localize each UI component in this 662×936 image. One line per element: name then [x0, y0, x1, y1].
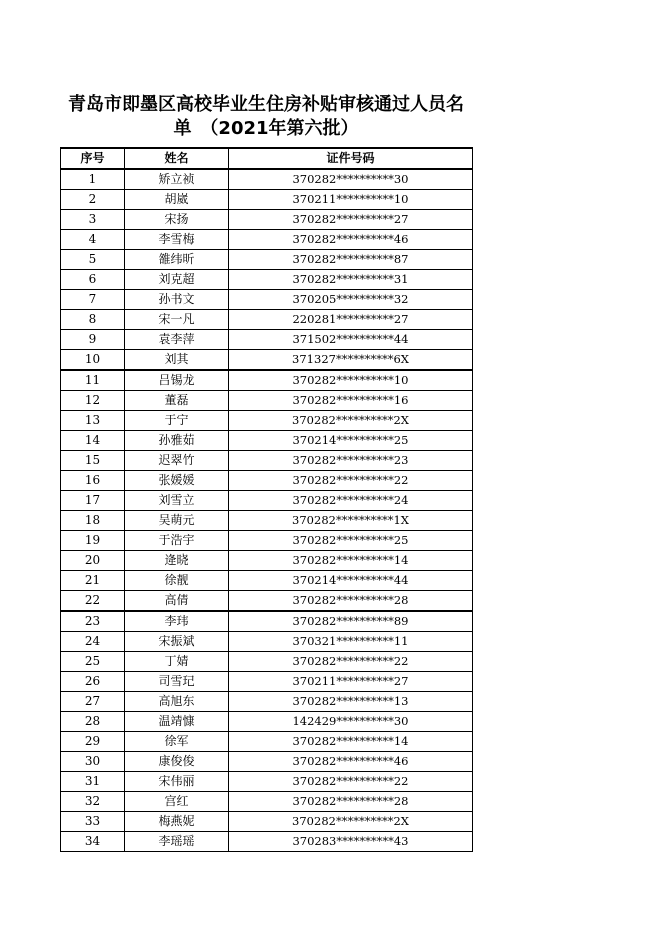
row-seq: 6 [61, 270, 125, 290]
row-name: 迟翠竹 [125, 451, 229, 471]
row-name: 温靖慷 [125, 712, 229, 732]
row-id: 370282**********22 [229, 772, 473, 792]
table-row [61, 611, 473, 632]
table-row [61, 350, 473, 371]
table-row [61, 169, 473, 190]
table-row [61, 571, 473, 591]
table-row [61, 451, 473, 471]
row-name: 高倩 [125, 591, 229, 612]
row-id: 370282**********46 [229, 752, 473, 772]
table-row [61, 511, 473, 531]
row-name: 刘其 [125, 350, 229, 371]
row-id: 370282**********14 [229, 551, 473, 571]
row-name: 宋伟丽 [125, 772, 229, 792]
row-id: 370282**********16 [229, 391, 473, 411]
row-seq: 17 [61, 491, 125, 511]
row-id: 142429**********30 [229, 712, 473, 732]
row-seq: 4 [61, 230, 125, 250]
row-id: 370282**********46 [229, 230, 473, 250]
table-row [61, 732, 473, 752]
row-seq: 11 [61, 370, 125, 391]
row-id: 370214**********44 [229, 571, 473, 591]
row-name: 丁婧 [125, 652, 229, 672]
row-name: 宫红 [125, 792, 229, 812]
row-id: 220281**********27 [229, 310, 473, 330]
row-id: 370282**********28 [229, 792, 473, 812]
row-name: 刘克超 [125, 270, 229, 290]
row-seq: 32 [61, 792, 125, 812]
header-id: 证件号码 [229, 148, 473, 169]
row-seq: 24 [61, 632, 125, 652]
row-id: 370282**********87 [229, 250, 473, 270]
table-row [61, 672, 473, 692]
row-seq: 28 [61, 712, 125, 732]
table-row [61, 812, 473, 832]
row-name: 李雪梅 [125, 230, 229, 250]
row-id: 370321**********11 [229, 632, 473, 652]
table-row [61, 712, 473, 732]
row-name: 高旭东 [125, 692, 229, 712]
row-name: 徐军 [125, 732, 229, 752]
row-name: 梅燕妮 [125, 812, 229, 832]
row-seq: 26 [61, 672, 125, 692]
row-id: 370282**********22 [229, 652, 473, 672]
header-name: 姓名 [125, 148, 229, 169]
table-row [61, 471, 473, 491]
row-name: 李瑶瑶 [125, 832, 229, 852]
table-row [61, 250, 473, 270]
row-seq: 23 [61, 611, 125, 632]
table-row [61, 591, 473, 612]
row-id: 370282**********2X [229, 411, 473, 431]
row-seq: 2 [61, 190, 125, 210]
table-row [61, 652, 473, 672]
row-id: 370211**********10 [229, 190, 473, 210]
row-id: 370214**********25 [229, 431, 473, 451]
row-seq: 29 [61, 732, 125, 752]
row-name: 康俊俊 [125, 752, 229, 772]
row-name: 李玮 [125, 611, 229, 632]
table-row [61, 551, 473, 571]
row-name: 逄晓 [125, 551, 229, 571]
row-name: 吴萌元 [125, 511, 229, 531]
row-seq: 3 [61, 210, 125, 230]
row-seq: 22 [61, 591, 125, 612]
row-seq: 1 [61, 169, 125, 190]
table-row [61, 391, 473, 411]
row-id: 371327**********6X [229, 350, 473, 371]
row-seq: 20 [61, 551, 125, 571]
table-row [61, 491, 473, 511]
table-row [61, 752, 473, 772]
table-body [61, 169, 473, 852]
row-name: 孙书文 [125, 290, 229, 310]
row-id: 370211**********27 [229, 672, 473, 692]
table-row [61, 210, 473, 230]
row-name: 吕锡龙 [125, 370, 229, 391]
table-row [61, 310, 473, 330]
row-name: 于浩宇 [125, 531, 229, 551]
row-id: 370282**********13 [229, 692, 473, 712]
row-id: 370282**********22 [229, 471, 473, 491]
row-id: 370282**********24 [229, 491, 473, 511]
row-id: 370282**********25 [229, 531, 473, 551]
row-id: 371502**********44 [229, 330, 473, 350]
row-name: 袁李萍 [125, 330, 229, 350]
row-name: 孙雅茹 [125, 431, 229, 451]
table-header-row [61, 148, 473, 169]
row-id: 370282**********10 [229, 370, 473, 391]
table-row [61, 772, 473, 792]
row-seq: 30 [61, 752, 125, 772]
row-id: 370282**********31 [229, 270, 473, 290]
title-line-1: 青岛市即墨区高校毕业生住房补贴审核通过人员名 [68, 94, 464, 115]
table-row [61, 692, 473, 712]
row-name: 宋振斌 [125, 632, 229, 652]
row-id: 370282**********14 [229, 732, 473, 752]
table-row [61, 230, 473, 250]
row-id: 370282**********89 [229, 611, 473, 632]
row-seq: 34 [61, 832, 125, 852]
row-name: 宋一凡 [125, 310, 229, 330]
row-id: 370282**********2X [229, 812, 473, 832]
row-name: 司雪玘 [125, 672, 229, 692]
row-name: 宋扬 [125, 210, 229, 230]
row-id: 370282**********23 [229, 451, 473, 471]
table-row [61, 792, 473, 812]
row-id: 370282**********1X [229, 511, 473, 531]
row-id: 370283**********43 [229, 832, 473, 852]
table-row [61, 370, 473, 391]
table-row [61, 411, 473, 431]
row-seq: 19 [61, 531, 125, 551]
page-title [60, 93, 472, 141]
row-seq: 21 [61, 571, 125, 591]
row-id: 370282**********30 [229, 169, 473, 190]
row-seq: 7 [61, 290, 125, 310]
row-seq: 12 [61, 391, 125, 411]
row-seq: 9 [61, 330, 125, 350]
row-name: 徐靓 [125, 571, 229, 591]
row-seq: 25 [61, 652, 125, 672]
row-name: 张媛媛 [125, 471, 229, 491]
title-line-2: 单 （2021年第六批） [173, 118, 359, 139]
table-row [61, 290, 473, 310]
row-name: 雒纬昕 [125, 250, 229, 270]
row-id: 370282**********27 [229, 210, 473, 230]
row-name: 于宁 [125, 411, 229, 431]
row-id: 370282**********28 [229, 591, 473, 612]
row-seq: 15 [61, 451, 125, 471]
row-seq: 5 [61, 250, 125, 270]
row-seq: 8 [61, 310, 125, 330]
row-seq: 10 [61, 350, 125, 371]
row-name: 董磊 [125, 391, 229, 411]
row-name: 刘雪立 [125, 491, 229, 511]
row-seq: 27 [61, 692, 125, 712]
table-row [61, 431, 473, 451]
table-row [61, 330, 473, 350]
row-seq: 16 [61, 471, 125, 491]
table-row [61, 270, 473, 290]
subsidy-table [60, 147, 473, 852]
table-row [61, 632, 473, 652]
table-row [61, 190, 473, 210]
row-seq: 31 [61, 772, 125, 792]
table-row [61, 832, 473, 852]
row-seq: 33 [61, 812, 125, 832]
table-row [61, 531, 473, 551]
row-name: 矫立祯 [125, 169, 229, 190]
row-seq: 13 [61, 411, 125, 431]
row-name: 胡崴 [125, 190, 229, 210]
row-seq: 18 [61, 511, 125, 531]
row-id: 370205**********32 [229, 290, 473, 310]
row-seq: 14 [61, 431, 125, 451]
header-seq: 序号 [61, 148, 125, 169]
